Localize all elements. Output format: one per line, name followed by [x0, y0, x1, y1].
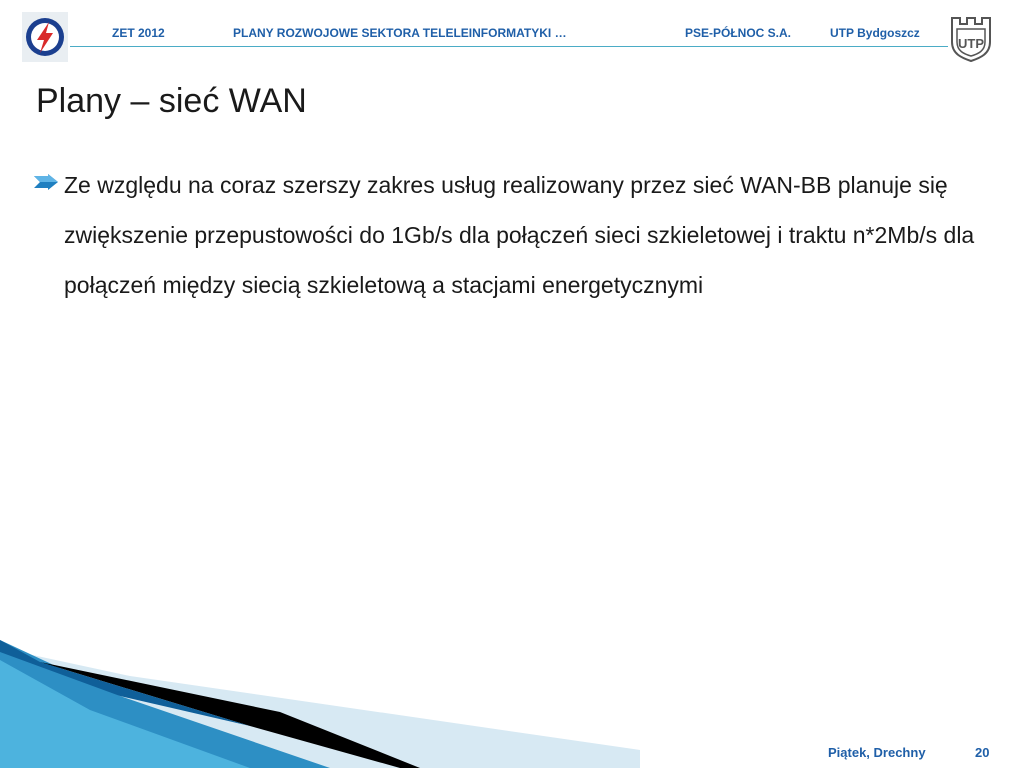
slide-title: Plany – sieć WAN	[36, 82, 307, 120]
header-university: UTP Bydgoszcz	[830, 26, 920, 40]
pse-lightning-logo-icon	[22, 12, 68, 62]
header-topic: PLANY ROZWOJOWE SEKTORA TELELEINFORMATYKI …	[233, 26, 567, 40]
decorative-swoosh	[0, 600, 640, 768]
header-conference: ZET 2012	[112, 26, 165, 40]
footer-author: Piątek, Drechny	[828, 745, 926, 760]
header-company: PSE-PÓŁNOC S.A.	[685, 26, 792, 40]
utp-crest-logo-icon	[948, 12, 994, 62]
page-number: 20	[975, 745, 990, 760]
svg-text:UTP: UTP	[958, 36, 984, 51]
bullet-text: Ze względu na coraz szerszy zakres usług realizowany przez sieć WAN-BB planuje się zwiększenie przepustowości do 1Gb/s dla połączeń sieci szkieletowej i traktu n*2Mb/s dla połączeń między siecią szkieletową a stacjami energetycznymi	[64, 172, 975, 298]
header-divider	[70, 46, 948, 47]
arrow-bullet-icon	[34, 174, 58, 190]
slide-header	[0, 0, 1024, 70]
